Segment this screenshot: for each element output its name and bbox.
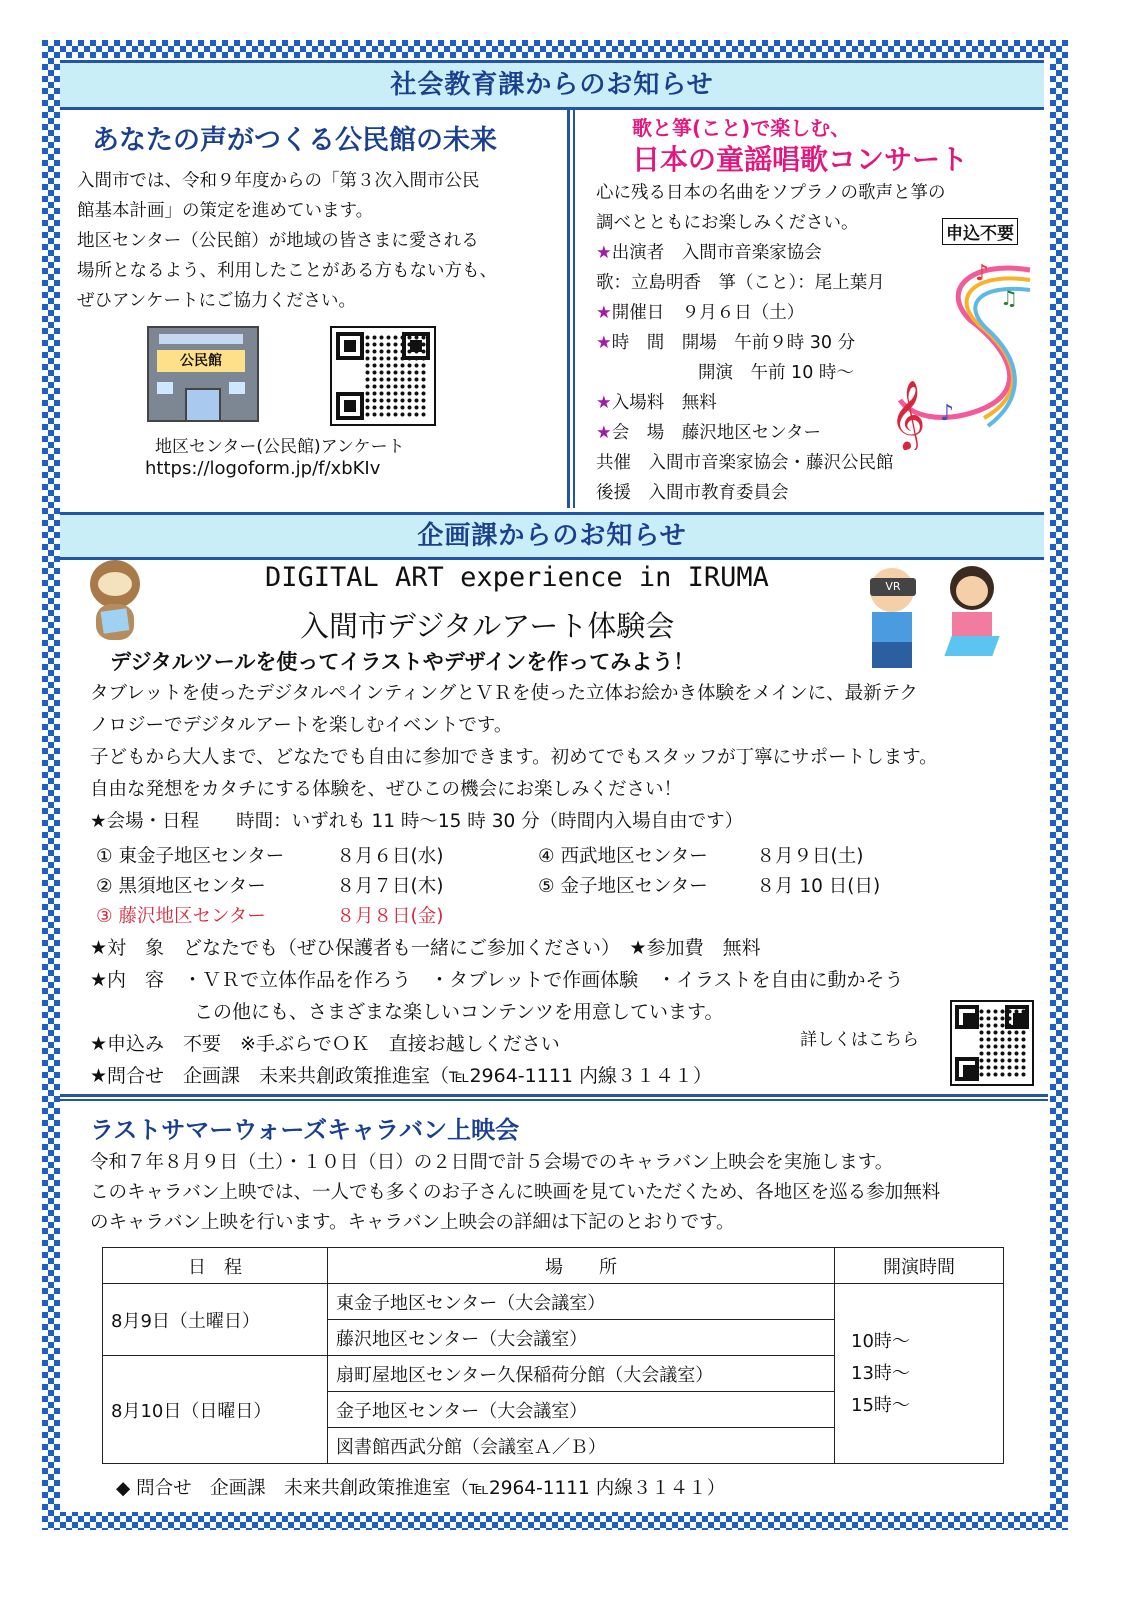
digital-art-title: 入間市デジタルアート体験会: [300, 609, 675, 643]
schedule-heading: ★会場・日程 時間：いずれも 11 時～15 時 30 分（時間内入場自由です）: [90, 811, 744, 832]
time-item: 15時～: [851, 1394, 910, 1416]
body-line: 子どもから大人まで、どなたでも自由に参加できます。初めてでもスタッフが丁寧にサポートします。: [90, 747, 938, 768]
caravan-body-line: のキャラバン上映を行います。キャラバン上映会の詳細は下記のとおりです。: [90, 1212, 735, 1233]
digital-art-subtitle: デジタルツールを使ってイラストやデザインを作ってみよう！: [110, 650, 695, 674]
detail-date: ★開催日 ９月６日（土）: [596, 303, 805, 323]
detail-performer: ★出演者 入間市音楽家協会: [596, 243, 822, 263]
digital-art-english-title: DIGITAL ART experience in IRUMA: [265, 562, 769, 593]
svg-text:♪: ♪: [940, 401, 955, 426]
detail-cohost: 共催 入間市音楽家協会・藤沢公民館: [596, 453, 894, 473]
venue-item-5: ⑤ 金子地区センター ８月 10 日(日): [538, 876, 881, 897]
detail-contact: ★問合せ 企画課 未来共創政策推進室（℡2964-1111 内線３１４１）: [90, 1065, 713, 1087]
building-sign: 公民館: [157, 350, 245, 372]
detail-target: ★対 象 どなたでも（ぜひ保護者も一緒にご参加ください） ★参加費 無料: [90, 937, 761, 959]
caravan-body-line: このキャラバン上映では、一人でも多くのお子さんに映画を見ていただくため、各地区を巡る参加無料: [90, 1182, 941, 1203]
detail-apply: ★申込み 不要 ※手ぶらでＯＫ 直接お越しください: [90, 1033, 560, 1055]
date-cell-day2: 8月10日（日曜日）: [103, 1356, 328, 1464]
venue-item-3: ③ 藤沢地区センター ８月８日(金): [96, 906, 444, 927]
survey-text: [77, 166, 562, 316]
table-row: [103, 1284, 1004, 1320]
star-icon: ★: [596, 243, 612, 263]
survey-line: 入間市では、令和９年度からの「第３次入間市公民: [77, 171, 480, 191]
place-cell: 図書館西武分館（会議室Ａ／Ｂ）: [328, 1428, 835, 1464]
concert-details: [596, 238, 894, 508]
section-divider: [60, 1094, 1048, 1101]
date-cell-day1: 8月9日（土曜日）: [103, 1284, 328, 1356]
detail-time: ★時 間 開場 午前９時 30 分: [596, 333, 856, 353]
star-icon: ★: [596, 303, 612, 323]
star-icon: ★: [596, 423, 612, 443]
concert-intro-line: 調べとともにお楽しみください。: [596, 213, 859, 233]
concert-title-1: 歌と箏(こと)で楽しむ、: [632, 116, 851, 140]
digital-art-body: [90, 678, 938, 838]
star-icon: ★: [596, 333, 612, 353]
mascot-illustration: [82, 560, 148, 644]
survey-line: 館基本計画」の策定を進めています。: [77, 201, 374, 221]
place-cell: 藤沢地区センター（大会議室）: [328, 1320, 835, 1356]
caravan-contact: ◆ 問合せ 企画課 未来共創政策推進室（℡2964-1111 内線３１４１）: [116, 1478, 726, 1499]
body-line: 自由な発想をカタチにする体験を、ぜひこの機会にお楽しみください！: [90, 779, 683, 800]
detail-content-2: この他にも、さまざまな楽しいコンテンツを用意しています。: [194, 1001, 724, 1023]
vr-headset-icon: VR: [870, 578, 916, 596]
times-cell: [835, 1284, 1004, 1464]
svg-text:𝄞: 𝄞: [890, 380, 926, 450]
table-header-row: [103, 1248, 1004, 1284]
no-registration-badge: 申込不要: [942, 218, 1018, 245]
detail-singers: 歌：立島明香 箏（こと）：尾上葉月: [596, 273, 885, 293]
header-place: 場 所: [328, 1248, 835, 1284]
survey-line: 場所となるよう、利用したことがある方もない方も、: [77, 261, 497, 281]
caravan-body: [90, 1148, 940, 1238]
caravan-title: ラストサマーウォーズキャラバン上映会: [90, 1116, 520, 1144]
survey-line: 地区センター（公民館）が地域の皆さまに愛される: [77, 231, 479, 251]
star-icon: ★: [596, 393, 612, 413]
tablet-kid-illustration: [942, 566, 1002, 662]
community-center-illustration: [137, 326, 265, 418]
detail-time-2: 開演 午前 10 時～: [698, 363, 854, 383]
header-time: 開演時間: [835, 1248, 1004, 1284]
caravan-body-line: 令和７年８月９日（土）・１０日（日）の２日間で計５会場でのキャラバン上映会を実施します。: [90, 1152, 894, 1173]
vr-kid-illustration: [842, 562, 932, 670]
time-item: 10時～: [851, 1330, 910, 1352]
body-line: ノロジーでデジタルアートを楽しむイベントです。: [90, 715, 513, 736]
section-header-social-education: 社会教育課からのお知らせ: [60, 60, 1044, 110]
venue-item-4: ④ 西武地区センター ８月９日(土): [538, 846, 864, 867]
detail-link[interactable]: 詳しくはこちら: [800, 1030, 919, 1050]
details-qr-code[interactable]: [950, 1000, 1034, 1086]
concert-intro-line: 心に残る日本の名曲をソプラノの歌声と箏の: [596, 183, 946, 203]
column-divider: [567, 108, 570, 508]
header-date: 日 程: [103, 1248, 328, 1284]
event-details: [90, 932, 904, 1092]
column-divider-2: [573, 108, 575, 508]
venue-list: [96, 842, 443, 932]
section-header-planning: 企画課からのお知らせ: [60, 512, 1044, 560]
survey-url[interactable]: https://logoform.jp/f/xbKIv: [145, 458, 381, 479]
survey-title: あなたの声がつくる公民館の未来: [92, 125, 497, 156]
body-line: タブレットを使ったデジタルペインティングとＶＲを使った立体お絵かき体験をメインに、最新テク: [90, 683, 918, 704]
concert-title-2: 日本の童謡唱歌コンサート: [632, 143, 969, 176]
detail-support: 後援 入間市教育委員会: [596, 483, 789, 503]
svg-text:♪: ♪: [975, 261, 990, 286]
place-cell: 金子地区センター（大会議室）: [328, 1392, 835, 1428]
detail-fee: ★入場料 無料: [596, 393, 717, 413]
svg-text:♫: ♫: [1000, 286, 1018, 310]
detail-venue: ★会 場 藤沢地区センター: [596, 423, 822, 443]
screening-schedule-table: [102, 1247, 1004, 1464]
venue-item-1: ① 東金子地区センター ８月６日(水): [96, 846, 444, 867]
music-notes-illustration: [880, 250, 1040, 450]
time-item: 13時～: [851, 1362, 910, 1384]
place-cell: 東金子地区センター（大会議室）: [328, 1284, 835, 1320]
detail-content: ★内 容 ・ＶＲで立体作品を作ろう ・タブレットで作画体験 ・イラストを自由に動かそう: [90, 969, 904, 991]
concert-intro: [596, 178, 945, 238]
venue-list-2: [538, 842, 880, 902]
survey-qr-code[interactable]: [330, 326, 436, 426]
place-cell: 扇町屋地区センター久保稲荷分館（大会議室）: [328, 1356, 835, 1392]
venue-item-2: ② 黒須地区センター ８月７日(木): [96, 876, 444, 897]
survey-label: 地区センター(公民館)アンケート: [155, 437, 405, 457]
survey-line: ぜひアンケートにご協力ください。: [77, 291, 356, 311]
